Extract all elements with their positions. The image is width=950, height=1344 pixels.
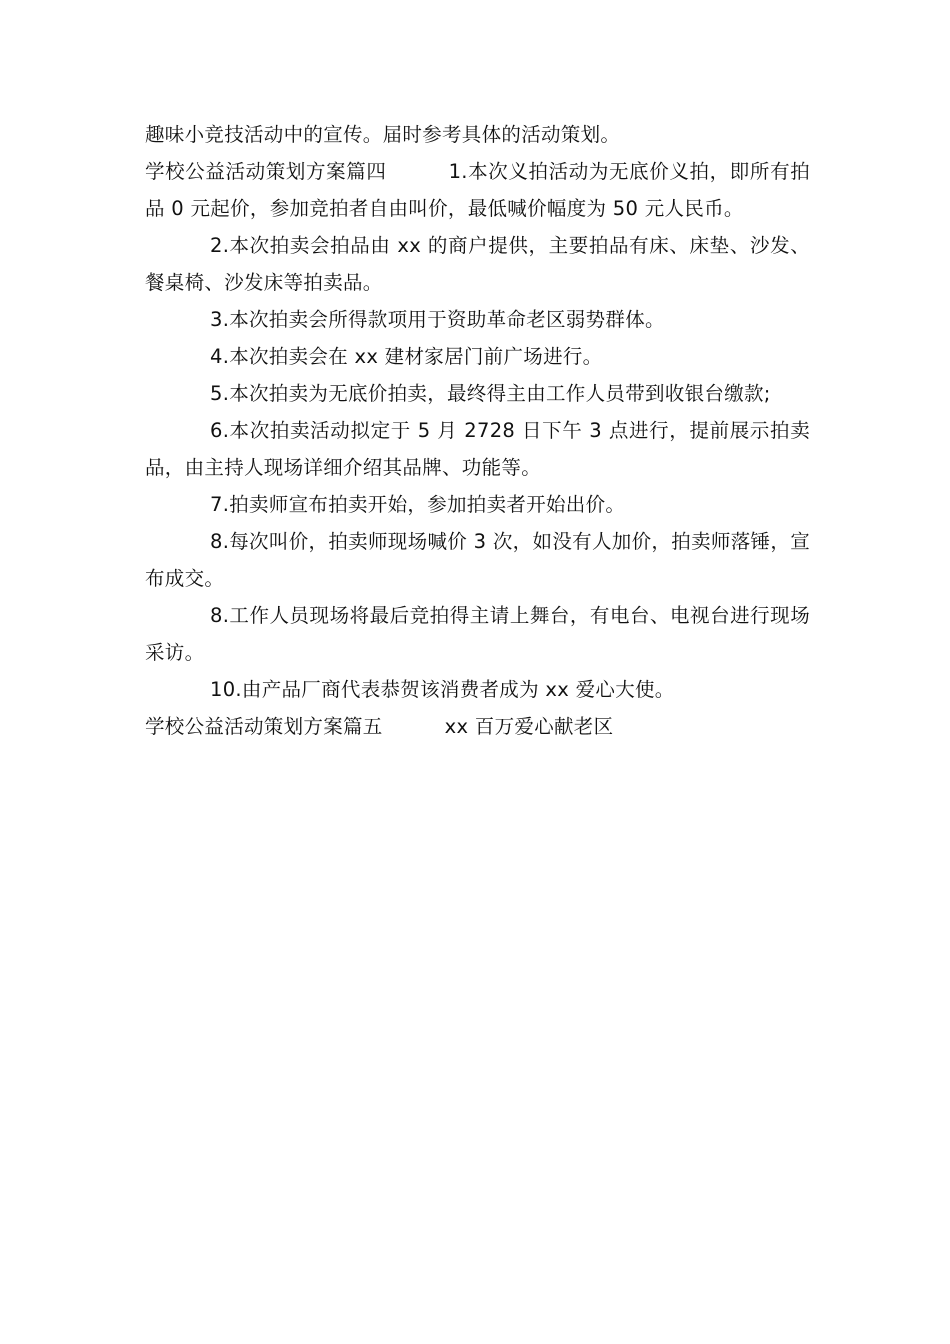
section-five-title: 学校公益活动策划方案篇五 <box>145 715 383 738</box>
item-5-paragraph: 5.本次拍卖为无底价拍卖，最终得主由工作人员带到收银台缴款; <box>210 382 771 405</box>
item-6-paragraph: 6.本次拍卖活动拟定于 5 月 2728 日下午 3 点进行，提前展示拍卖品，由主持人现场详细介绍其品牌、功能等。 <box>145 419 810 479</box>
item-7-paragraph: 7.拍卖师宣布拍卖开始，参加拍卖者开始出价。 <box>210 493 626 516</box>
item-4-paragraph: 4.本次拍卖会在 xx 建材家居门前广场进行。 <box>210 345 603 368</box>
section-five-heading <box>145 708 810 745</box>
item-8b-paragraph: 8.工作人员现场将最后竞拍得主请上舞台，有电台、电视台进行现场采访。 <box>145 604 810 664</box>
intro-tail-paragraph: 趣味小竞技活动中的宣传。届时参考具体的活动策划。 <box>145 123 621 146</box>
document-body <box>145 116 810 745</box>
item-8a-paragraph: 8.每次叫价，拍卖师现场喊价 3 次，如没有人加价，拍卖师落锤，宣布成交。 <box>145 530 810 590</box>
section-five-subtitle: xx 百万爱心献老区 <box>444 715 614 738</box>
item-3-paragraph: 3.本次拍卖会所得款项用于资助革命老区弱势群体。 <box>210 308 665 331</box>
item-10-paragraph: 10.由产品厂商代表恭贺该消费者成为 xx 爱心大使。 <box>210 678 675 701</box>
item-1-text: 1.本次义拍活动为无底价义拍，即所有拍品 0 元起价，参加竞拍者自由叫价，最低喊价幅度为 50 元人民币。 <box>145 160 810 220</box>
item-2-paragraph: 2.本次拍卖会拍品由 xx 的商户提供，主要拍品有床、床垫、沙发、餐桌椅、沙发床等拍卖品。 <box>145 234 810 294</box>
section-four-paragraph <box>145 153 810 227</box>
section-four-title: 学校公益活动策划方案篇四 <box>145 160 387 183</box>
